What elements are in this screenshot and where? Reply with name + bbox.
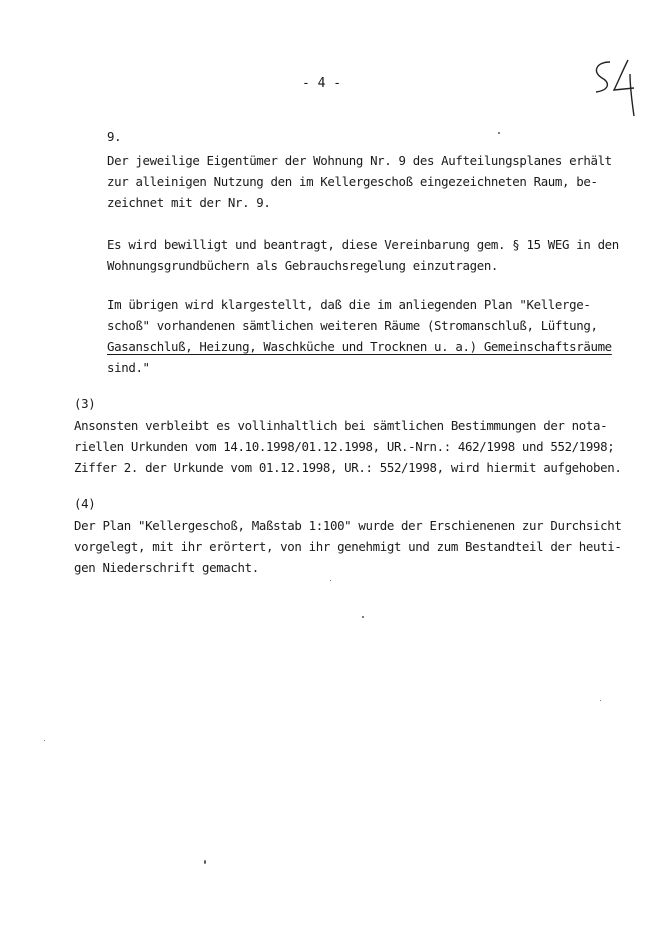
- handwritten-page-mark: [588, 52, 648, 122]
- section-4-line2: vorgelegt, mit ihr erörtert, von ihr genehmigt und zum Bestandteil der heuti-: [74, 539, 622, 554]
- section-9-para1-line1: Der jeweilige Eigentümer der Wohnung Nr. 9 des Aufteilungsplanes erhält: [107, 153, 612, 168]
- scan-speck: [498, 132, 500, 134]
- section-9-para3-line1: Im übrigen wird klargestellt, daß die im anliegenden Plan "Kellerge-: [107, 297, 591, 312]
- section-3-number: (3): [74, 396, 96, 411]
- section-9-para3-line3: Gasanschluß, Heizung, Waschküche und Trocknen u. a.) Gemeinschaftsräume: [107, 339, 612, 354]
- section-9-para3-line4: sind.": [107, 360, 150, 375]
- section-3-line1: Ansonsten verbleibt es vollinhaltlich bei sämtlichen Bestimmungen der nota-: [74, 418, 608, 433]
- section-4-line3: gen Niederschrift gemacht.: [74, 560, 259, 575]
- section-9-para1-line2: zur alleinigen Nutzung den im Kellergeschoß eingezeichneten Raum, be-: [107, 174, 598, 189]
- scan-speck: [362, 616, 364, 618]
- section-3-line2: riellen Urkunden vom 14.10.1998/01.12.1998, UR.-Nrn.: 462/1998 und 552/1998;: [74, 439, 615, 454]
- scan-speck: [204, 860, 206, 864]
- section-3-line3: Ziffer 2. der Urkunde vom 01.12.1998, UR.: 552/1998, wird hiermit aufgehoben.: [74, 460, 622, 475]
- section-4-line1: Der Plan "Kellergeschoß, Maßstab 1:100" wurde der Erschienenen zur Durchsicht: [74, 518, 622, 533]
- scan-speck: [330, 580, 331, 581]
- scan-speck: [600, 700, 601, 701]
- section-9-para2-line1: Es wird bewilligt und beantragt, diese Vereinbarung gem. § 15 WEG in den: [107, 237, 619, 252]
- section-4-number: (4): [74, 496, 96, 511]
- page-number: - 4 -: [302, 76, 342, 91]
- section-9-para1-line3: zeichnet mit der Nr. 9.: [107, 195, 271, 210]
- scan-speck: [44, 740, 45, 741]
- section-9-para3-line2: schoß" vorhandenen sämtlichen weiteren Räume (Stromanschluß, Lüftung,: [107, 318, 598, 333]
- section-9-para2-line2: Wohnungsgrundbüchern als Gebrauchsregelung einzutragen.: [107, 258, 499, 273]
- section-9-number: 9.: [107, 129, 122, 144]
